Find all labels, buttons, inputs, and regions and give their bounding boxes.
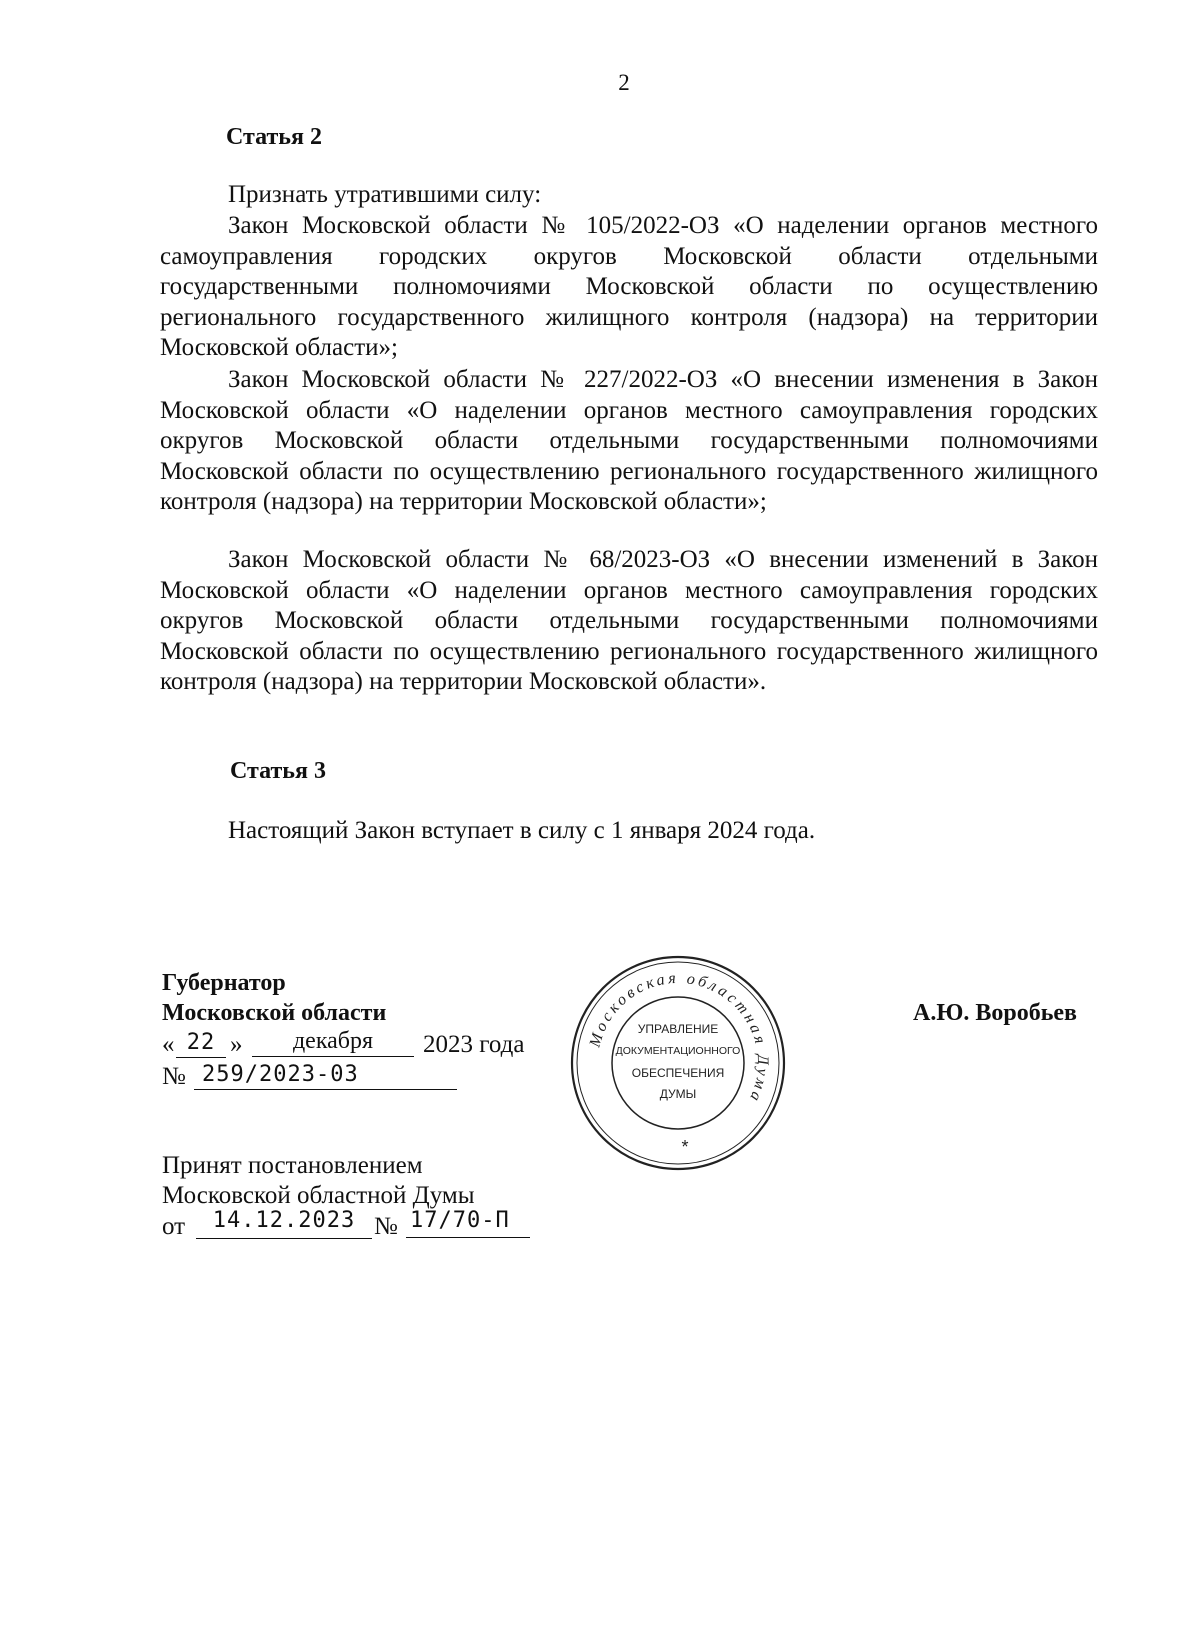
adoption-date: 14.12.2023 — [196, 1208, 372, 1239]
official-stamp — [568, 953, 788, 1173]
article-2-heading: Статья 2 — [226, 124, 322, 150]
article-2-item-3: Закон Московской области № 68/2023-ОЗ «О внесении изменений в Закон Московской области «О наделении органов местного самоуправления городских округов Московской области отдельными государственными полномочиями Московской области по осуществлению регионального государственного жилищного контроля (надзора) на территории Московской области». — [160, 546, 1098, 695]
signature-year: 2023 года — [423, 1031, 525, 1058]
stamp-center-line-4: ДУМЫ — [659, 1087, 697, 1101]
svg-text:Московская областная Дума — [586, 970, 771, 1106]
signature-month: декабря — [252, 1028, 414, 1057]
page-number: 2 — [618, 70, 630, 95]
stamp-center-line-3: ОБЕСПЕЧЕНИЯ — [631, 1066, 725, 1080]
article-2-item-1: Закон Московской области № 105/2022-ОЗ «О наделении органов местного самоуправления городских округов Московской области отдельными государственными полномочиями Московской области по осуществлению регионального государственного жилищного контроля (надзора) на территории Московской области»; — [160, 212, 1098, 361]
adoption-line-2: Московской областной Думы — [162, 1182, 475, 1209]
stamp-center-line-2: ДОКУМЕНТАЦИОННОГО — [615, 1045, 741, 1057]
article-3-heading: Статья 3 — [230, 758, 326, 784]
stamp-ring-text: Московская областная Дума — [586, 969, 772, 1107]
stamp-center-line-1: УПРАВЛЕНИЕ — [637, 1022, 719, 1036]
stamp-star: * — [681, 1137, 689, 1157]
article-3-text: Настоящий Закон вступает в силу с 1 января 2024 года. — [228, 817, 816, 844]
adoption-number: 17/70-П — [406, 1208, 530, 1238]
signature-number-label: № — [162, 1063, 186, 1090]
governor-name: А.Ю. Воробьев — [913, 1000, 1078, 1026]
governor-title-line-1: Губернатор — [162, 970, 286, 996]
signature-day: 22 — [176, 1030, 226, 1058]
article-2-intro: Признать утратившими силу: — [228, 181, 542, 208]
adoption-date-label: от — [162, 1213, 186, 1240]
date-open-quote: « — [162, 1031, 175, 1058]
article-2-item-2: Закон Московской области № 227/2022-ОЗ «О внесении изменения в Закон Московской области «О наделении органов местного самоуправления городских округов Московской области отдельными государственными полномочиями Московской области по осуществлению регионального государственного жилищного контроля (надзора) на территории Московской области»; — [160, 366, 1098, 515]
governor-title-line-2: Московской области — [162, 1000, 387, 1026]
date-close-quote: » — [230, 1031, 243, 1058]
adoption-line-1: Принят постановлением — [162, 1152, 423, 1179]
signature-number: 259/2023-03 — [194, 1062, 457, 1090]
adoption-number-label: № — [374, 1213, 398, 1240]
